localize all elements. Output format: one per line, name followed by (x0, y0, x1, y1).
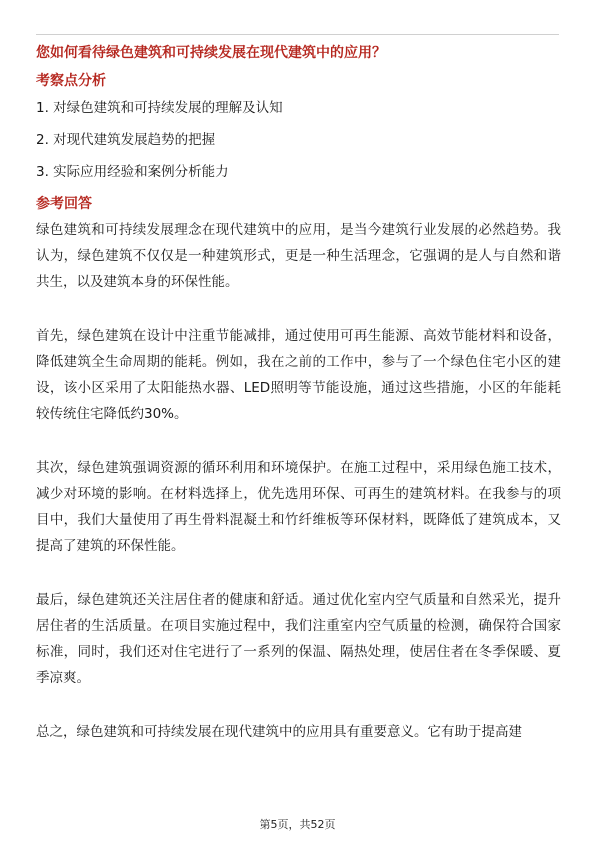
answer-heading: 参考回答 (36, 196, 92, 212)
analysis-point: 1. 对绿色建筑和可持续发展的理解及认知 (36, 100, 283, 116)
answer-paragraph: 首先，绿色建筑在设计中注重节能减排，通过使用可再生能源、高效节能材料和设备，降低建筑全生命周期的能耗。例如，我在之前的工作中，参与了一个绿色住宅小区的建设，该小区采用了太阳能热水器、LED照明等节能设施，通过这些措施，小区的年能耗较传统住宅降低约30%。 (36, 328, 561, 422)
analysis-heading: 考察点分析 (36, 73, 106, 89)
analysis-point: 2. 对现代建筑发展趋势的把握 (36, 132, 216, 148)
answer-paragraph: 最后，绿色建筑还关注居住者的健康和舒适。通过优化室内空气质量和自然采光，提升居住者的生活质量。在项目实施过程中，我们注重室内空气质量的检测，确保符合国家标准，同时，我们还对住宅进行了一系列的保温、隔热处理，使居住者在冬季保暖、夏季凉爽。 (36, 592, 561, 686)
page-content (36, 42, 561, 773)
top-rule (36, 34, 559, 35)
answer-paragraph: 其次，绿色建筑强调资源的循环利用和环境保护。在施工过程中，采用绿色施工技术，减少对环境的影响。在材料选择上，优先选用环保、可再生的建筑材料。在我参与的项目中，我们大量使用了再生骨料混凝土和竹纤维板等环保材料，既降低了建筑成本，又提高了建筑的环保性能。 (36, 460, 561, 554)
answer-paragraph: 总之，绿色建筑和可持续发展在现代建筑中的应用具有重要意义。它有助于提高建 (36, 724, 522, 740)
answer-paragraph: 绿色建筑和可持续发展理念在现代建筑中的应用，是当今建筑行业发展的必然趋势。我认为，绿色建筑不仅仅是一种建筑形式，更是一种生活理念，它强调的是人与自然和谐共生，以及建筑本身的环保性能。 (36, 222, 561, 290)
question-heading: 您如何看待绿色建筑和可持续发展在现代建筑中的应用？ (36, 45, 386, 61)
page-number: 第5页，共52页 (259, 818, 336, 831)
analysis-point: 3. 实际应用经验和案例分析能力 (36, 164, 229, 180)
